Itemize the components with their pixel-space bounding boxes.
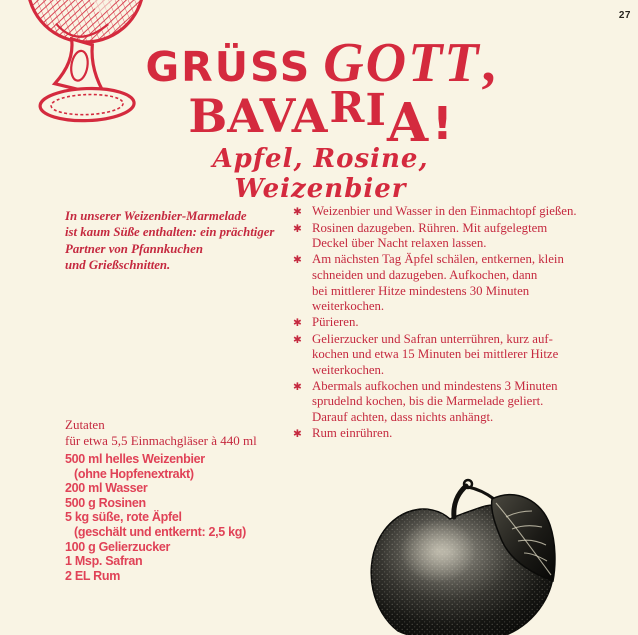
asterisk-bullet-icon: ✱: [293, 334, 302, 346]
ingredient-line: 5 kg süße, rote Äpfel: [65, 510, 182, 525]
ingredients-yield: für etwa 5,5 Einmachgläser à 440 ml: [65, 433, 257, 448]
ingredient-line: 500 ml helles Weizenbier: [65, 452, 205, 466]
title-comma: ,: [481, 32, 496, 94]
instruction-item: [293, 252, 615, 315]
instruction-text: Rum einrühren.: [312, 425, 393, 440]
ingredients-list: [65, 452, 300, 583]
asterisk-bullet-icon: ✱: [293, 428, 302, 440]
instruction-item: [293, 332, 615, 379]
page-number: 27: [618, 10, 631, 21]
instruction-text: Gelierzucker und Safran unterrühren, kurz auf- kochen und etwa 15 Minuten bei mittlerer Hitze weiterkochen.: [312, 331, 559, 378]
title-letter-r: R: [329, 83, 365, 132]
instruction-item: [293, 426, 615, 443]
title-letter-a: A: [386, 92, 429, 154]
asterisk-bullet-icon: ✱: [293, 223, 302, 235]
ingredient-line: (geschält und entkernt: 2,5 kg): [74, 524, 246, 539]
instruction-text: Weizenbier und Wasser in den Einmachtopf gießen.: [312, 204, 577, 218]
intro-paragraph: In unserer Weizenbier-Marmelade ist kaum Süße enthalten: ein prächtiger Partner von Pfannkuchen und Grießschnitten.: [65, 209, 275, 273]
title-bava: BAVA: [188, 89, 328, 143]
ingredient-line: 1 Msp. Safran: [65, 554, 143, 569]
ingredient-line: (ohne Hopfenextrakt): [74, 466, 194, 481]
ingredient-line: 200 ml Wasser: [65, 481, 148, 496]
ingredients-block: [65, 417, 300, 583]
ingredients-heading: Zutaten: [65, 417, 105, 432]
title-word-gott: GOTT: [323, 32, 481, 94]
instructions-list: [293, 204, 615, 443]
asterisk-bullet-icon: ✱: [293, 255, 302, 267]
ingredient-line: 500 g Rosinen: [65, 495, 146, 510]
title-block: [128, 30, 513, 204]
recipe-subtitle: Apfel, Rosine, Weizenbier: [212, 144, 429, 204]
instruction-text: Abermals aufkochen und mindestens 3 Minuten sprudelnd kochen, bis die Marmelade geliert. Darauf achten, dass nichts anhängt.: [312, 378, 558, 425]
instruction-item: [293, 204, 615, 221]
title-exclamation: !: [432, 97, 453, 150]
title-letter-i: I: [365, 85, 386, 136]
instruction-text: Am nächsten Tag Äpfel schälen, entkernen, klein schneiden und dazugeben. Aufkochen, dann bei mittlerer Hitze mindestens 30 Minuten weiterkochen.: [312, 252, 564, 314]
asterisk-bullet-icon: ✱: [293, 317, 302, 329]
instruction-text: Pürieren.: [312, 314, 359, 329]
ingredient-line: 100 g Gelierzucker: [65, 539, 171, 554]
instruction-item: [293, 221, 615, 252]
apple-icon: [356, 473, 568, 635]
ingredient-line: 2 EL Rum: [65, 568, 121, 583]
instruction-text: Rosinen dazugeben. Rühren. Mit aufgelegtem Deckel über Nacht relaxen lassen.: [312, 220, 548, 251]
title-word-gruess: GRÜSS: [145, 43, 312, 91]
beer-goblet-icon: [8, 0, 148, 128]
title-line-1: [128, 30, 513, 96]
instruction-item: [293, 315, 615, 332]
asterisk-bullet-icon: ✱: [293, 207, 302, 218]
instruction-item: [293, 379, 615, 426]
asterisk-bullet-icon: ✱: [293, 381, 302, 393]
